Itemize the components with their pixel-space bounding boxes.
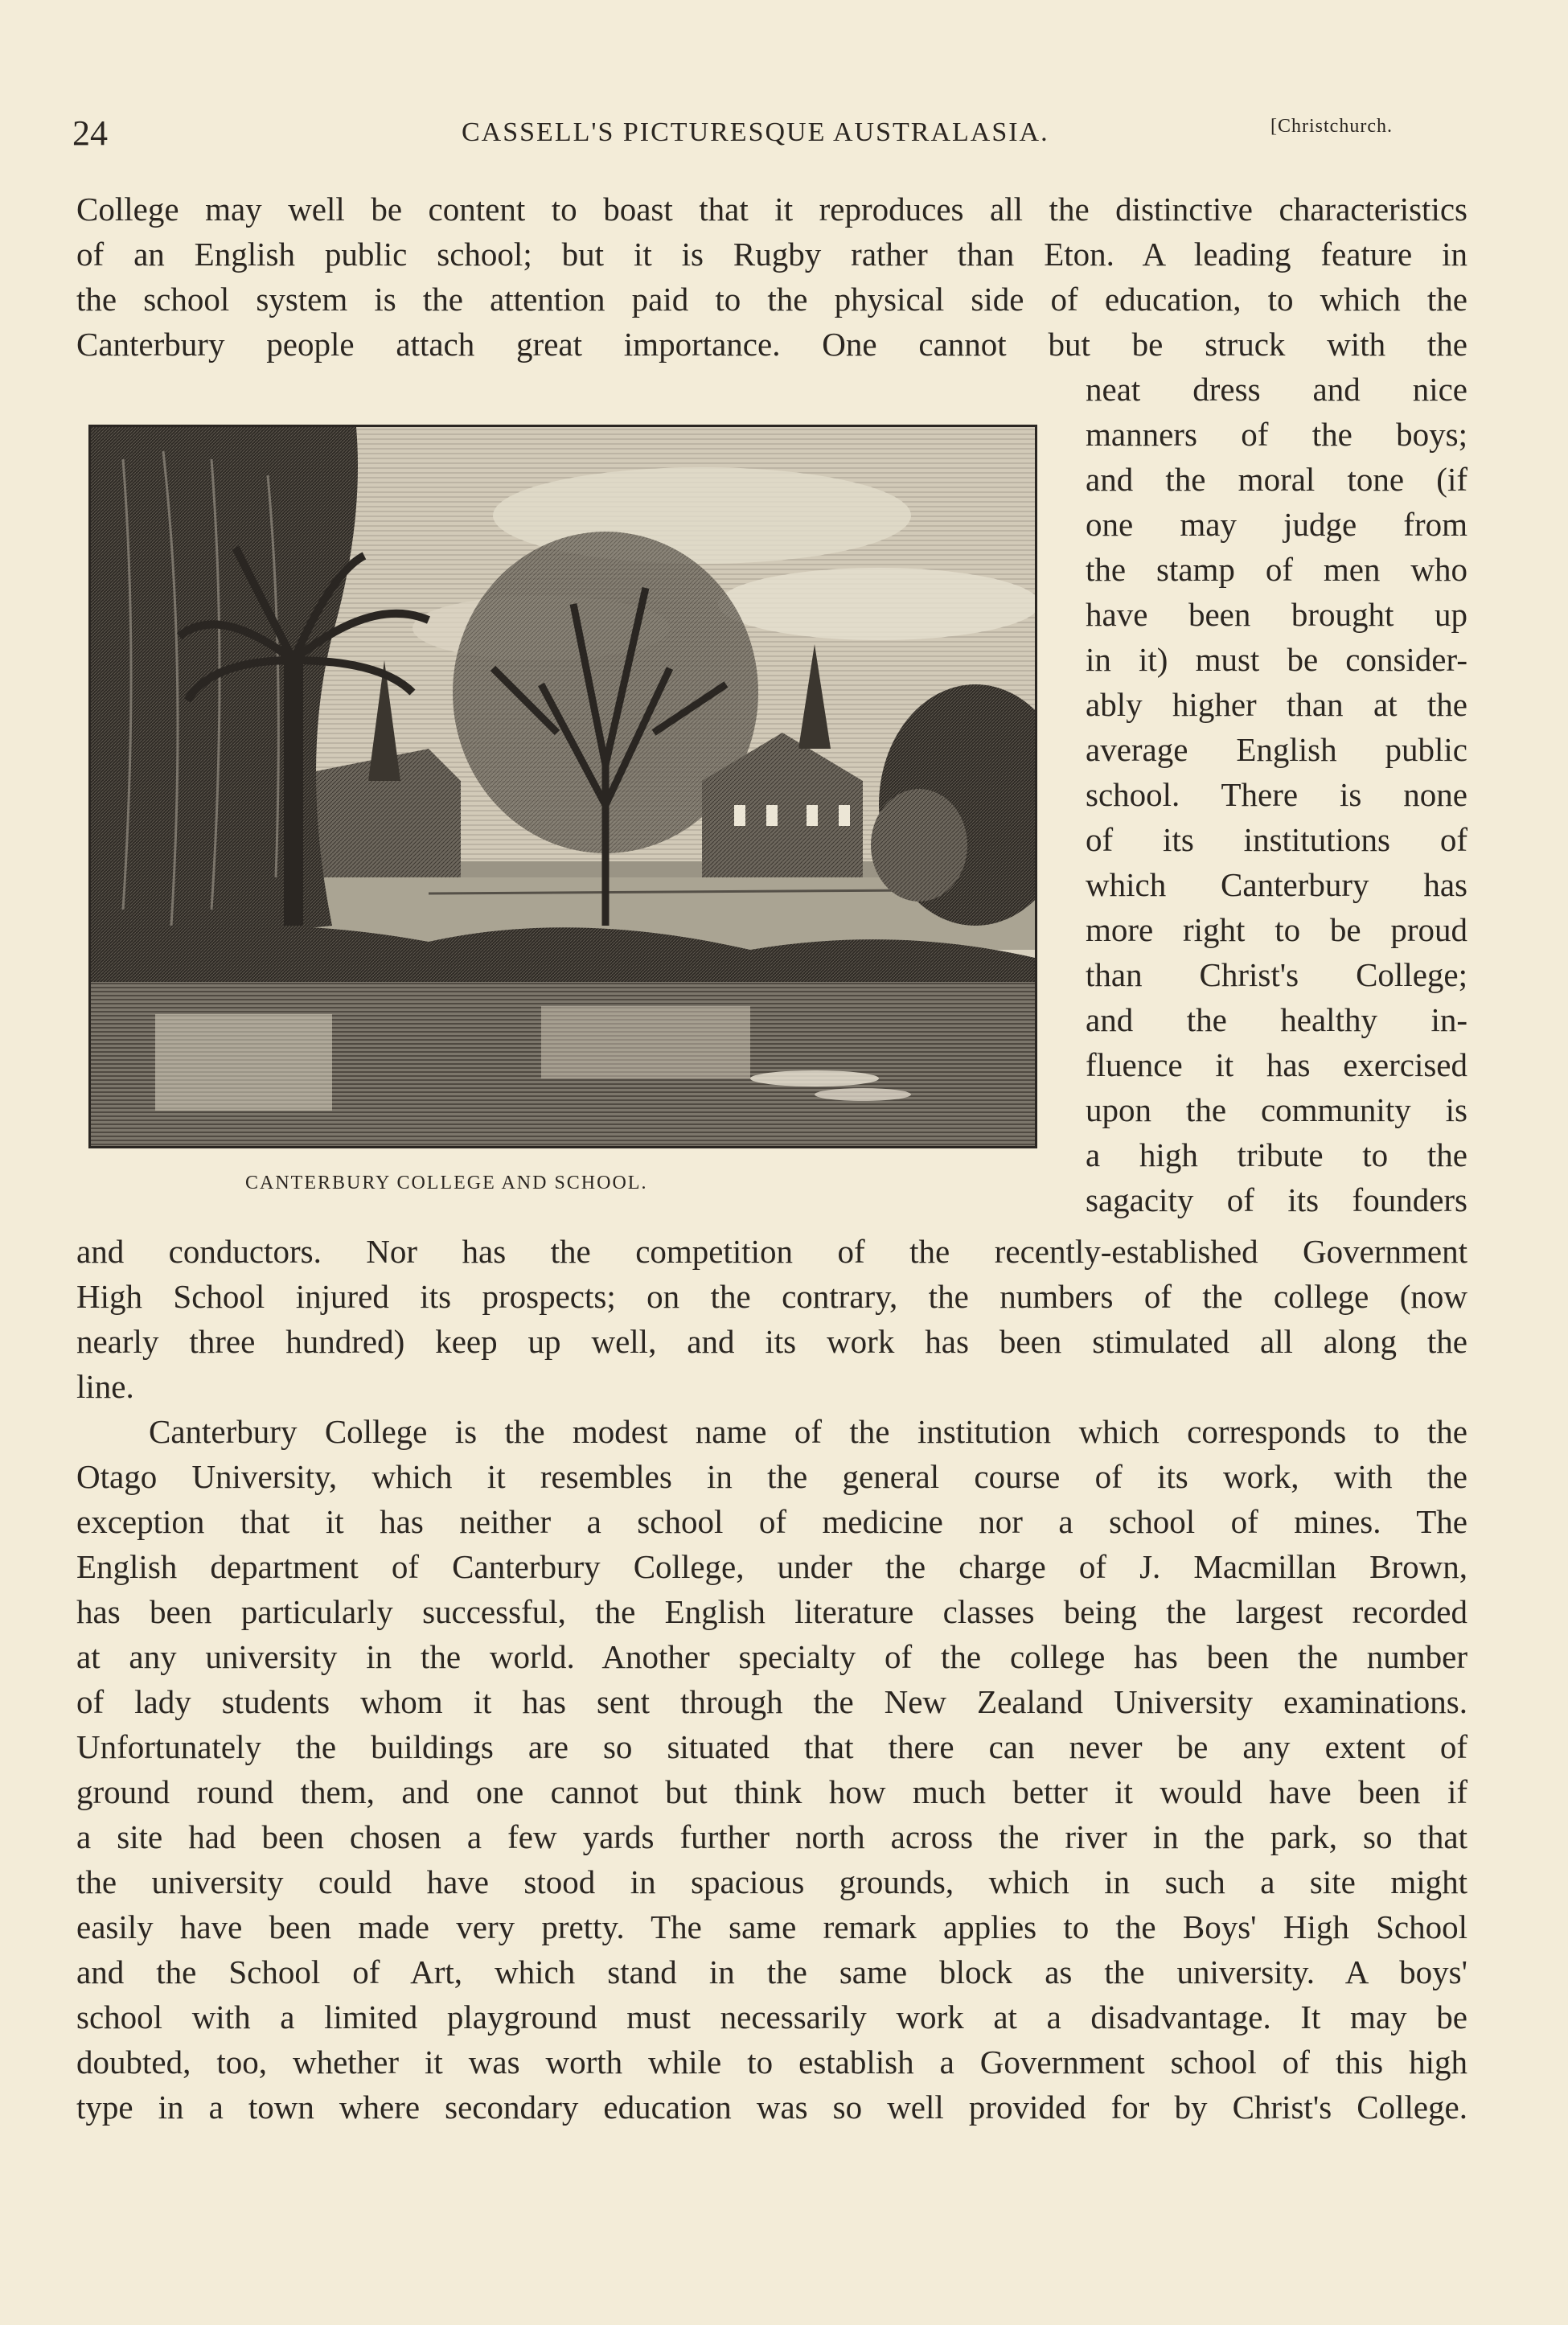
palm-trunk	[284, 660, 303, 926]
text-line: have been brought up	[1086, 596, 1467, 633]
text-line: Otago University, which it resembles in the general course of its work, with the	[76, 1458, 1467, 1495]
text-line: than Christ's College;	[1086, 956, 1467, 993]
text-line: ground round them, and one cannot but think how much better it would have been if	[76, 1773, 1467, 1810]
text-line: more right to be proud	[1086, 911, 1467, 948]
figure-caption: CANTERBURY COLLEGE AND SCHOOL.	[245, 1173, 648, 1193]
text-line: English department of Canterbury College, under the charge of J. Macmillan Brown,	[76, 1548, 1467, 1585]
text-line: a site had been chosen a few yards further north across the river in the park, so that	[76, 1818, 1467, 1855]
intro-paragraph	[76, 187, 1467, 367]
text-line: in it) must be consider-	[1086, 641, 1467, 678]
text-line: neat dress and nice	[1086, 371, 1467, 408]
continuation-paragraph	[76, 1229, 1467, 1409]
text-line: a high tribute to the	[1086, 1136, 1467, 1173]
lily-pads	[750, 1070, 879, 1087]
text-line: fluence it has exercised	[1086, 1046, 1467, 1083]
text-line: manners of the boys;	[1086, 416, 1467, 453]
text-line: ably higher than at the	[1086, 686, 1467, 723]
engraving-canterbury-college	[91, 427, 1035, 1146]
text-line: College may well be content to boast that it reproduces all the distinctive characteristics	[76, 191, 1467, 228]
text-line: the stamp of men who	[1086, 551, 1467, 588]
text-line: upon the community is	[1086, 1091, 1467, 1128]
text-line: average English public	[1086, 731, 1467, 768]
text-line: line.	[76, 1368, 134, 1405]
text-line: High School injured its prospects; on the contrary, the numbers of the college (now	[76, 1278, 1467, 1315]
text-line: of its institutions of	[1086, 821, 1467, 858]
text-line: at any university in the world. Another specialty of the college has been the number	[76, 1638, 1467, 1675]
text-line: of lady students whom it has sent through the New Zealand University examinations.	[76, 1683, 1467, 1720]
text-line: exception that it has neither a school of medicine nor a school of mines. The	[76, 1503, 1467, 1540]
text-line: Canterbury College is the modest name of the institution which corresponds to the	[149, 1413, 1467, 1450]
text-line: the university could have stood in spacious grounds, which in such a site might	[76, 1863, 1467, 1900]
text-line: easily have been made very pretty. The same remark applies to the Boys' High School	[76, 1908, 1467, 1945]
text-line: Canterbury people attach great importance. One cannot but be struck with the	[76, 326, 1467, 363]
text-line: and conductors. Nor has the competition of the recently-established Government	[76, 1233, 1467, 1270]
text-line: of an English public school; but it is Rugby rather than Eton. A leading feature in	[76, 236, 1467, 273]
text-line: nearly three hundred) keep up well, and its work has been stimulated all along the	[76, 1323, 1467, 1360]
cloud	[718, 568, 1035, 640]
illustration-frame	[88, 425, 1037, 1148]
second-paragraph	[76, 1409, 1467, 2130]
section-tag: [Christchurch.	[1270, 116, 1393, 137]
text-line: and the healthy in-	[1086, 1001, 1467, 1038]
text-line: doubted, too, whether it was worth while to establish a Government school of this high	[76, 2044, 1467, 2081]
text-line: one may judge from	[1086, 506, 1467, 543]
illustration	[88, 425, 1037, 1148]
text-line: Unfortunately the buildings are so situated that there can never be any extent of	[76, 1728, 1467, 1765]
text-line: has been particularly successful, the English literature classes being the largest recorded	[76, 1593, 1467, 1630]
text-line: type in a town where secondary education was so well provided for by Christ's College.	[76, 2089, 1467, 2126]
text-line: the school system is the attention paid to the physical side of education, to which the	[76, 281, 1467, 318]
text-line: and the School of Art, which stand in the same block as the university. A boys'	[76, 1953, 1467, 1990]
text-line: school. There is none	[1086, 776, 1467, 813]
running-title: CASSELL'S PICTURESQUE AUSTRALASIA.	[462, 117, 1049, 147]
page-number: 24	[72, 113, 108, 153]
side-column-text	[1086, 367, 1467, 1222]
water-reflection	[155, 1014, 332, 1111]
running-head	[72, 113, 1439, 161]
water-reflection	[541, 1006, 750, 1078]
text-line: which Canterbury has	[1086, 866, 1467, 903]
text-line: school with a limited playground must necessarily work at a disadvantage. It may be	[76, 1998, 1467, 2035]
text-line: and the moral tone (if	[1086, 461, 1467, 498]
text-line: sagacity of its founders	[1086, 1181, 1467, 1218]
